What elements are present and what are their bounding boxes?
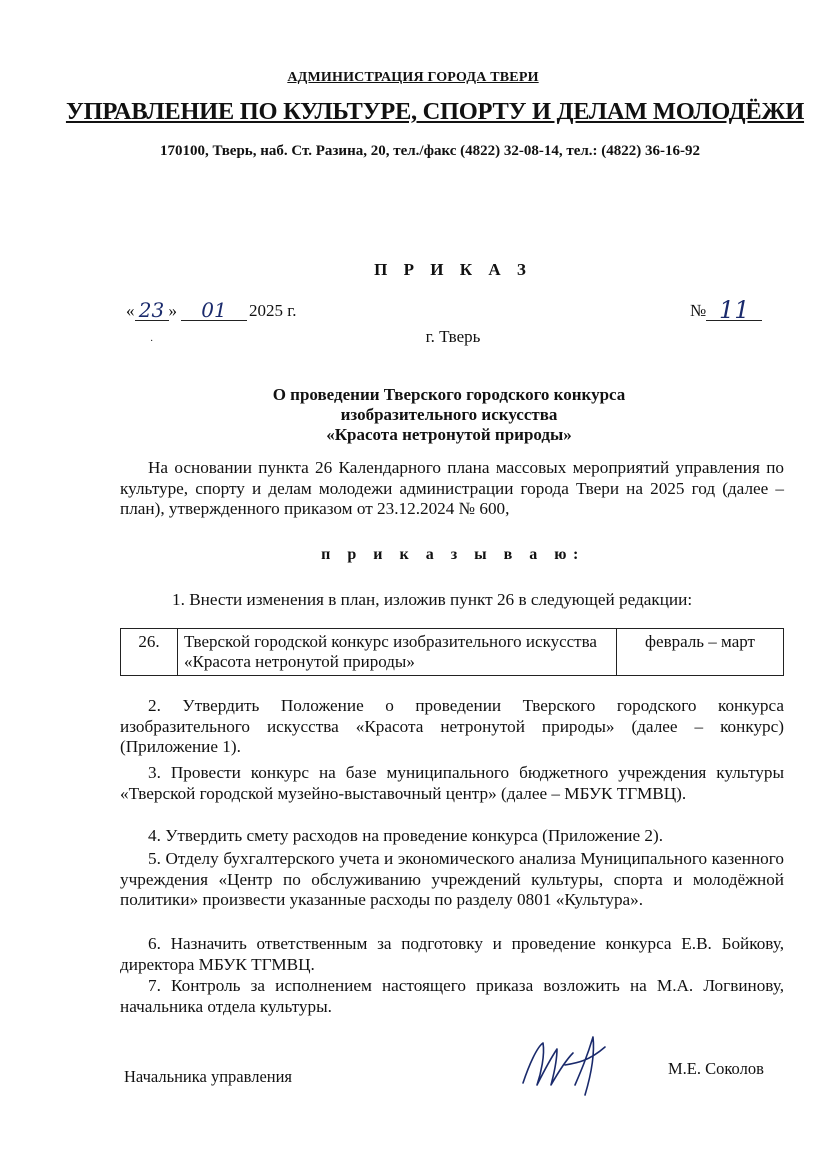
subject-line-3: «Красота нетронутой природы»	[326, 425, 572, 444]
preamble-text: На основании пункта 26 Календарного плана массовых мероприятий управления по культуре, спорту и делам молодежи администрации города Твери на 2025 год (далее – план), утвержденного приказом от 23.12.2024 № 600,	[120, 458, 784, 518]
document-subject	[0, 385, 826, 445]
signatory-position: Начальника управления	[124, 1067, 293, 1086]
table-row	[121, 629, 784, 676]
date-close-quote: »	[168, 301, 177, 320]
subject-line-2: изобразительного искусства	[340, 405, 558, 424]
order-item-3-text: 3. Провести конкурс на базе муниципального бюджетного учреждения культуры «Тверской городской музейно-выставочный центр» (далее – МБУК ТГМВЦ).	[120, 763, 784, 803]
order-item-5-text: 5. Отделу бухгалтерского учета и экономического анализа Муниципального казенного учреждения «Центр по обслуживанию учреждений культуры, спорта и молодёжной политики» произвести указанные расходы по разделу 0801 «Культура».	[120, 849, 784, 909]
order-item-2	[120, 696, 784, 758]
subject-line-1: О проведении Тверского городского конкурса	[272, 385, 626, 404]
table-cell-event: Тверской городской конкурс изобразительного искусства «Красота нетронутой природы»	[178, 629, 617, 676]
order-item-3	[120, 763, 784, 804]
org-address: 170100, Тверь, наб. Ст. Разина, 20, тел./факс (4822) 32-08-14, тел.: (4822) 36-16-92	[159, 143, 701, 159]
order-item-4-text: 4. Утвердить смету расходов на проведение конкурса (Приложение 2).	[148, 826, 664, 845]
date-day-handwritten: 23	[135, 300, 169, 321]
order-item-1: 1. Внести изменения в план, изложив пункт 26 в следующей редакции:	[172, 590, 693, 609]
date-year: 2025 г.	[249, 301, 297, 320]
order-item-5	[120, 849, 784, 911]
preamble-paragraph	[120, 458, 784, 520]
org-main-heading: УПРАВЛЕНИЕ ПО КУЛЬТУРЕ, СПОРТУ И ДЕЛАМ МОЛОДЁЖИ	[65, 98, 805, 125]
document-number	[690, 296, 762, 324]
number-sign: №	[690, 301, 707, 320]
table-cell-period: февраль – март	[617, 629, 784, 676]
date-month-handwritten: 01	[181, 300, 247, 321]
date-open-quote: «	[126, 301, 135, 320]
order-item-6	[120, 934, 784, 975]
stray-dot: ·	[150, 336, 154, 347]
order-item-2-text: 2. Утвердить Положение о проведении Тверского городского конкурса изобразительного искусства «Красота нетронутой природы» (далее – конкурс) (Приложение 1).	[120, 696, 784, 756]
document-type-title: П Р И К А З	[374, 260, 532, 279]
org-top-heading: АДМИНИСТРАЦИЯ ГОРОДА ТВЕРИ	[287, 70, 539, 85]
number-value-handwritten: 11	[706, 300, 762, 321]
order-item-7-text: 7. Контроль за исполнением настоящего приказа возложить на М.А. Логвинову, начальника отдела культуры.	[120, 976, 784, 1016]
decree-word: п р и к а з ы в а ю:	[321, 546, 585, 563]
order-item-7	[120, 976, 784, 1017]
table-cell-number: 26.	[121, 629, 178, 676]
document-date	[126, 300, 297, 321]
handwritten-signature	[515, 1025, 615, 1100]
order-item-6-text: 6. Назначить ответственным за подготовку и проведение конкурса Е.В. Бойкову, директора МБУК ТГМВЦ.	[120, 934, 784, 974]
document-city: г. Тверь	[425, 327, 481, 346]
order-item-4	[120, 826, 784, 847]
plan-table	[120, 628, 784, 676]
signatory-name: М.Е. Соколов	[668, 1059, 764, 1078]
